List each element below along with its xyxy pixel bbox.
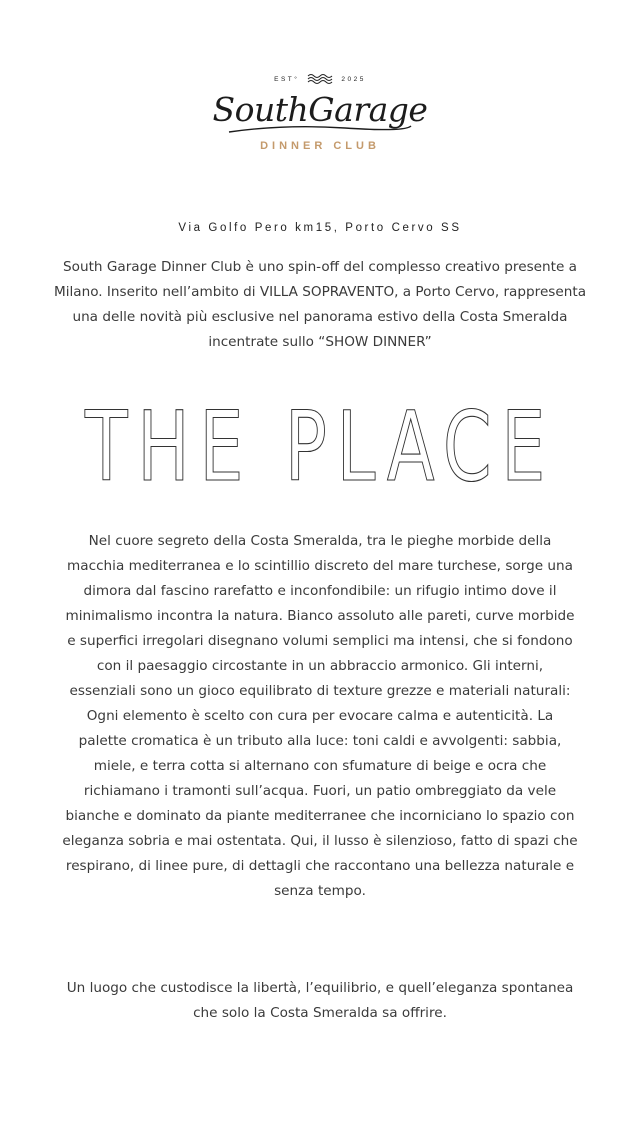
- body-paragraph: Nel cuore segreto della Costa Smeralda, tra le pieghe morbide della macchia mediterranea e lo scintillio discreto del mare turchese, sorge una dimora dal fascino rarefatto e inconfondibile: un rifugio intimo dove il minimalismo incontra la natura. Bianco assoluto alle pareti, curve morbide e superfici irregolari disegnano volumi semplici ma intensi, che si fondono con il paesaggio circostante in un abbraccio armonico. Gli interni, essenziali sono un gioco equilibrato di texture grezze e materiali naturali: Ogni elemento è scelto con cura per evocare calma e autenticità. La palette cromatica è un tributo alla luce: toni caldi e avvolgenti: sabbia, miele, e terra cotta si alternano con sfumature di beige e ocra che richiamano i tramonti sull’acqua. Fuori, un patio ombreggiato da vele bianche e dominato da piante mediterranee che incorniciano lo spazio con eleganza sobria e mai ostentata. Qui, il lusso è silenzioso, fatto di spazi che respirano, di linee pure, di dettagli che raccontano una bellezza naturale e senza tempo.: [62, 533, 578, 899]
- intro-paragraph: South Garage Dinner Club è uno spin-off del complesso creativo presente a Milano. Inserito nell’ambito di VILLA SOPRAVENTO, a Porto Cervo, rappresenta una delle novità più esclusive nel panorama estivo della Costa Smeralda incentrate sullo “SHOW DINNER”: [53, 259, 587, 350]
- closing-paragraph: Un luogo che custodisce la libertà, l’equilibrio, e quell’eleganza spontanea che solo la Costa Smeralda sa offrire.: [66, 980, 574, 1021]
- section-title: [80, 391, 560, 503]
- address: Via Golfo Pero km15, Porto Cervo SS: [178, 222, 462, 234]
- brand-subtitle: DINNER CLUB: [260, 140, 380, 152]
- est-year: 2025: [341, 75, 366, 83]
- est-row: [0, 72, 640, 86]
- brand-logo: [0, 72, 640, 152]
- brand-script: [0, 90, 640, 134]
- est-label: EST°: [274, 75, 300, 83]
- waves-icon: [307, 73, 333, 85]
- section-title-text: THE PLACE: [84, 391, 555, 503]
- brand-name: SouthGarage: [212, 90, 428, 129]
